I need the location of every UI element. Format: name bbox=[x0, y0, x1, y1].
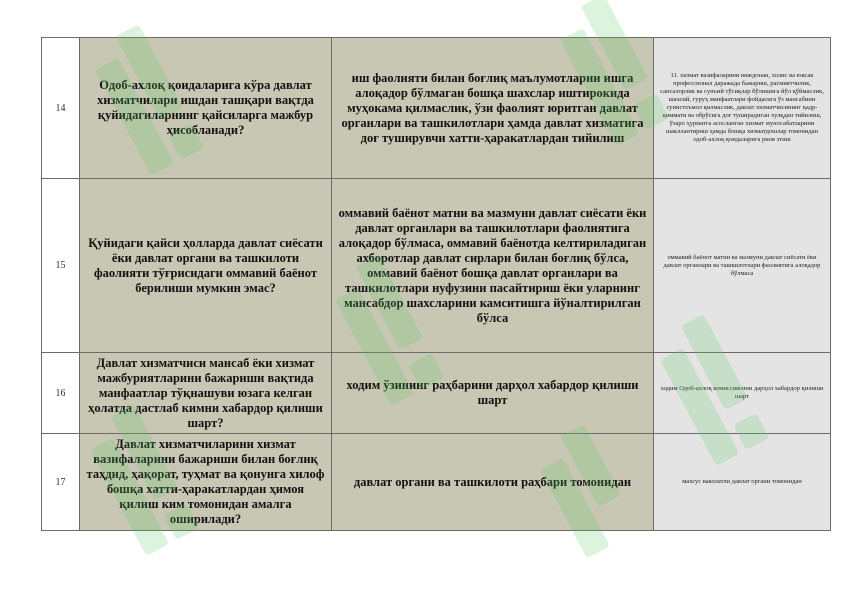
answer-cell: давлат органи ва ташкилоти раҳбари томонидан bbox=[332, 434, 654, 531]
row-number: 15 bbox=[42, 179, 80, 353]
row-number: 16 bbox=[42, 353, 80, 434]
question-cell: Одоб-ахлоқ қоидаларига кўра давлат хизматчилари ишдан ташқари вақтда қуйидагиларнинг қайсиларга мажбур ҳисобланади? bbox=[80, 38, 332, 179]
note-cell: оммавий баёнот матни ва мазмуни давлат сиёсати ёки давлат органлари ва ташкилотлари фаолиятига алоқадор бўлмаса bbox=[654, 179, 831, 353]
table-row bbox=[42, 353, 831, 434]
question-cell: Қуйидаги қайси ҳолларда давлат сиёсати ёки давлат органи ва ташкилоти фаолияти тўғрисидаги оммавий баёнот берилиши мумкин эмас? bbox=[80, 179, 332, 353]
table-row bbox=[42, 434, 831, 531]
question-cell: Давлат хизматчиси мансаб ёки хизмат мажбуриятларини бажариши вақтида манфаатлар тўқнашуви юзага келган ҳолатда дастлаб кимни хабардор қилиши шарт? bbox=[80, 353, 332, 434]
question-cell: Давлат хизматчиларини хизмат вазифаларини бажариши билан боғлиқ таҳдид, ҳақорат, туҳмат ва қонунга хилоф бошқа хатти-ҳаракатлардан ҳимоя қилиш ким томонидан амалга оширилади? bbox=[80, 434, 332, 531]
answer-cell: иш фаолияти билан боғлиқ маълумотларни ишга алоқадор бўлмаган бошқа шахслар иштирокида муҳокама қилмаслик, ўзи фаолият юритган давлат органлари ва ташкилотлари ҳамда давлат хизматига доғ туширувчи хатти-ҳаракатлардан тийилиш bbox=[332, 38, 654, 179]
answer-cell: ходим ўзининг раҳбарини дарҳол хабардор қилиши шарт bbox=[332, 353, 654, 434]
row-number: 14 bbox=[42, 38, 80, 179]
note-cell: махсус ваколатли давлат органи томонидан bbox=[654, 434, 831, 531]
answer-cell: оммавий баёнот матни ва мазмуни давлат сиёсати ёки давлат органлари ва ташкилотлари фаолиятига алоқадор бўлмаса, оммавий баёнотда келтириладиган ахборотлар давлат сирлари билан боғлиқ бўлса, оммавий баёнот бошқа давлат органлари ва ташкилотлари нуфузини пасайтириш ёки уларнинг мансабдор шахсларини камситишга йўналтирилган бўлса bbox=[332, 179, 654, 353]
note-cell: 11. хизмат вазифаларини виждонан, холис ва юксак профессионал даражада бажариш, расмиятчилик, сансалорлик ва сунъий тўсиқлар бўлишига йўл қўймаслик, шахсий, гуруҳ манфаатлари фойдасига ўз мансабини суиистеъмол қилмаслик, давлат хизматчисининг қадр-қиммати ва обрўсига доғ туширадиган хулқдан тийилиш, ўзаро ҳурматга асосланган хизмат муносабатларини шакллантириш ҳамда бошқа хизматдошлар томонидан одоб-ахлоқ қоидаларига риоя этиш bbox=[654, 38, 831, 179]
note-cell: ходим Одоб-ахлоқ комиссиясини дарҳол хабардор қилиши шарт bbox=[654, 353, 831, 434]
questions-table bbox=[41, 37, 831, 531]
table-row bbox=[42, 179, 831, 353]
row-number: 17 bbox=[42, 434, 80, 531]
table-row bbox=[42, 38, 831, 179]
